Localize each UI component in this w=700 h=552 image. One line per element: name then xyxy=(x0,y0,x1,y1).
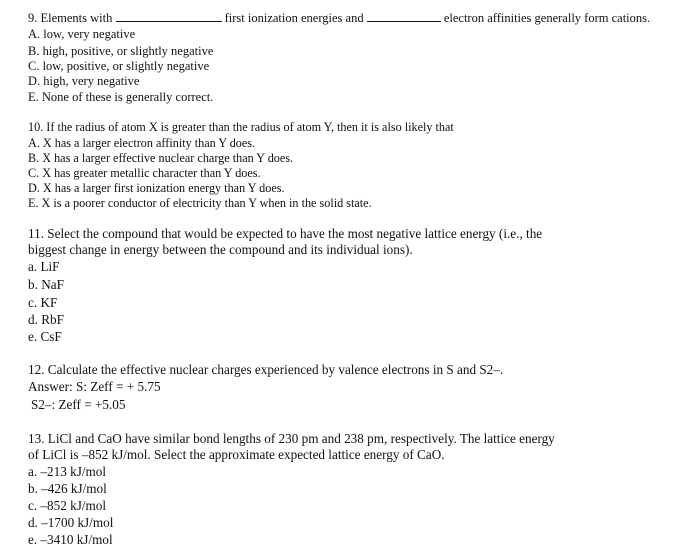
q9-stem-part1: 9. Elements with xyxy=(28,11,113,25)
q9-stem-part2: first ionization energies and xyxy=(224,11,364,25)
q10-option-b: B. X has a larger effective nuclear charge than Y does. xyxy=(28,151,294,165)
q12-answer-line1: Answer: S: Zeff = + 5.75 xyxy=(28,379,161,394)
q10-option-d: D. X has a larger first ionization energy than Y does. xyxy=(28,181,285,195)
q13-option-a: a. –213 kJ/mol xyxy=(28,464,107,479)
q9-option-b: B. high, positive, or slightly negative xyxy=(28,44,214,58)
q11-option-b: b. NaF xyxy=(28,277,64,292)
q13-stem-line2: of LiCl is –852 kJ/mol. Select the approximate expected lattice energy of CaO. xyxy=(28,447,445,462)
q9-stem xyxy=(28,10,650,26)
q9-option-a: A. low, very negative xyxy=(28,27,136,41)
q13-stem-line1: 13. LiCl and CaO have similar bond lengths of 230 pm and 238 pm, respectively. The lattice energy xyxy=(28,431,555,446)
q9-stem-part3: electron affinities generally form cations. xyxy=(443,11,651,25)
q13-option-c: c. –852 kJ/mol xyxy=(28,498,107,513)
q13-option-d: d. –1700 kJ/mol xyxy=(28,515,114,530)
q11-stem-line2: biggest change in energy between the compound and its individual ions). xyxy=(28,242,413,257)
q9-blank-1 xyxy=(116,10,222,22)
q10-option-e: E. X is a poorer conductor of electricity than Y when in the solid state. xyxy=(28,196,372,210)
q10-stem: 10. If the radius of atom X is greater than the radius of atom Y, then it is also likely that xyxy=(28,120,454,134)
q9-option-e: E. None of these is generally correct. xyxy=(28,90,214,104)
q11-option-e: e. CsF xyxy=(28,329,62,344)
q10-option-c: C. X has greater metallic character than Y does. xyxy=(28,166,261,180)
q13-option-b: b. –426 kJ/mol xyxy=(28,481,107,496)
q11-option-d: d. RbF xyxy=(28,312,64,327)
q12-stem: 12. Calculate the effective nuclear charges experienced by valence electrons in S and S2–. xyxy=(28,362,504,377)
q9-option-d: D. high, very negative xyxy=(28,74,140,88)
q9-option-c: C. low, positive, or slightly negative xyxy=(28,59,210,73)
q9-blank-2 xyxy=(367,10,441,22)
q13-option-e: e. –3410 kJ/mol xyxy=(28,532,113,547)
q11-stem-line1: 11. Select the compound that would be expected to have the most negative lattice energy (i.e., the xyxy=(28,226,543,241)
q10-option-a: A. X has a larger electron affinity than Y does. xyxy=(28,136,256,150)
q12-answer-line2: S2–: Zeff = +5.05 xyxy=(31,397,126,412)
q11-option-c: c. KF xyxy=(28,295,58,310)
q11-option-a: a. LiF xyxy=(28,259,60,274)
